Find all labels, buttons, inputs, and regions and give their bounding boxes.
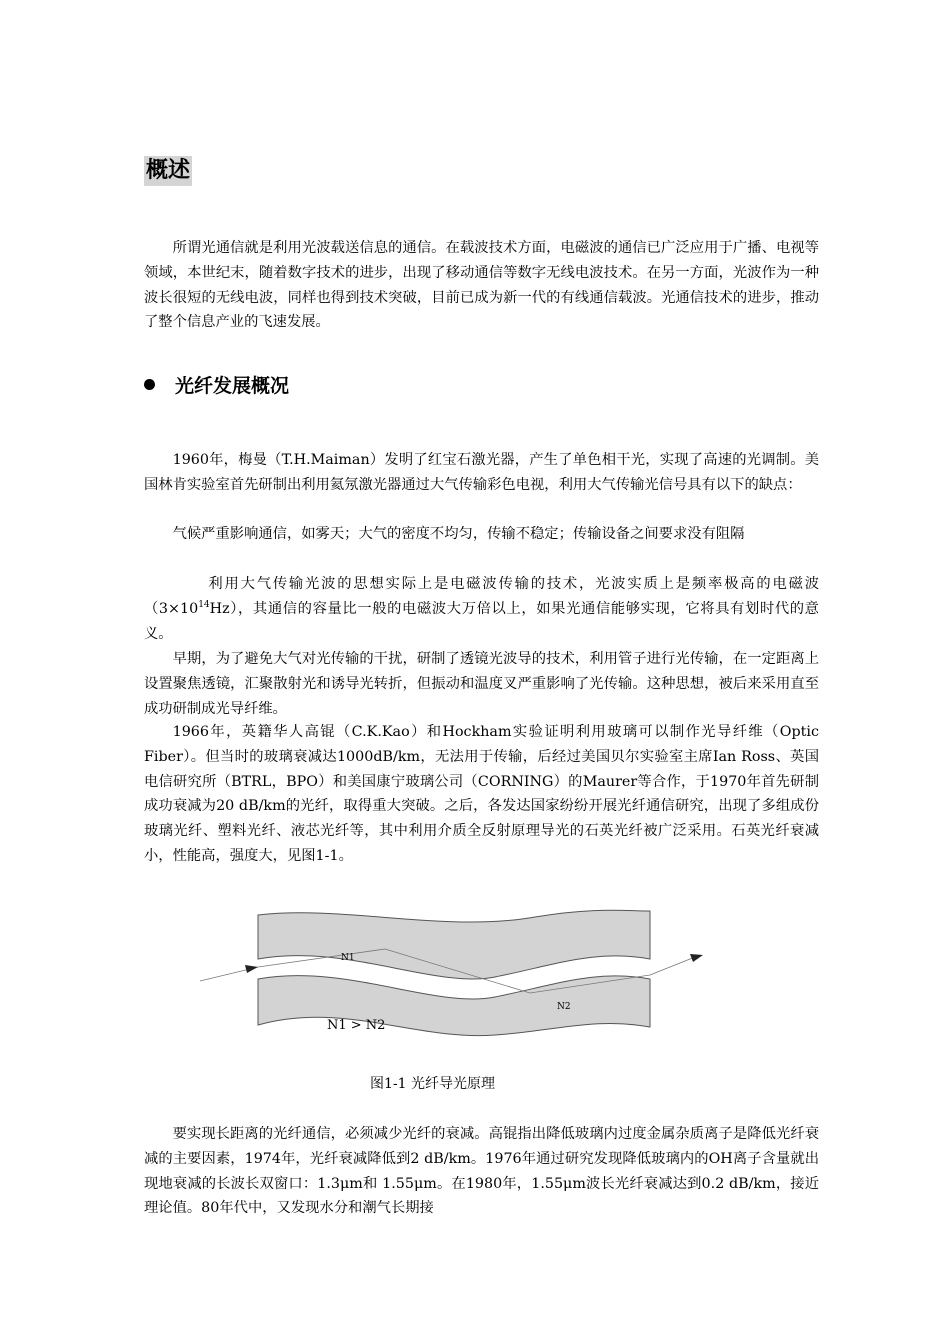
paragraph-1960: 1960年，梅曼（T.H.Maiman）发明了红宝石激光器，产生了单色相干光，实现了高速的光调制。美国林肯实验室首先研制出利用氦氖激光器通过大气传输彩色电视，利用大气传输光信号具有以下的缺点：: [144, 452, 819, 493]
fiber-principle-figure: [195, 905, 715, 1045]
paragraph-attenuation: 要实现长距离的光纤通信，必须减少光纤的衰减。高锟指出降低玻璃内过度金属杂质离子是降低光纤衰减的主要因素，1974年，光纤衰减降低到2 dB/km。1976年通过研究发现降低玻璃内的OH离子含量就出现地衰减的长波长双窗口：1.3μm和 1.55μm。在1980年，1.55μm波长光纤衰减达到0.2 dB/km，接近理论值。80年代中，又发现水分和潮气长期接: [144, 1126, 819, 1217]
label-n1: N1: [341, 953, 355, 963]
fiber-cladding-bottom: [258, 976, 650, 1036]
section-heading: [144, 372, 289, 400]
paragraph-1966: 1966年，英籍华人高锟（C.K.Kao）和Hockham实验证明利用玻璃可以制作光导纤维（Optic Fiber）。但当时的玻璃衰减达1000dB/km，无法用于传输，后经过美国贝尔实验室主席Ian Ross、英国电信研究所（BTRL，BPO）和美国康宁玻璃公司（CORNING）的Maurer等合作，于1970年首先研制成功衰减为20 dB/km的光纤，取得重大突破。之后，各发达国家纷纷开展光纤通信研究，出现了多组成份玻璃光纤、塑料光纤、液芯光纤等，其中利用介质全反射原理导光的石英光纤被广泛采用。石英光纤衰减小，性能高，强度大，见图1-1。: [144, 724, 819, 864]
em-wave-text-b: Hz），其通信的容量比一般的电磁波大万倍以上，如果光通信能够实现，它将具有划时代的意义。: [144, 600, 819, 642]
paragraph-weather: 气候严重影响通信，如雾天；大气的密度不均匀，传输不稳定；传输设备之间要求没有阻隔: [172, 526, 745, 542]
paragraph-early: 早期，为了避免大气对光传输的干扰，研制了透镜光波导的技术，利用管子进行光传输，在一定距离上设置聚焦透镜，汇聚散射光和诱导光转折，但振动和温度叉严重影响了光传输。这种思想，被后来采用直至成功研制成光导纤维。: [144, 651, 819, 717]
exponent: 14: [198, 600, 210, 611]
arrowhead-in: [245, 965, 258, 973]
page-title: 概述: [144, 156, 192, 186]
fiber-cladding-top: [258, 910, 650, 979]
index-relation: N1 > N2: [327, 1018, 386, 1033]
light-ray-exit: [650, 957, 695, 975]
arrowhead-out: [690, 954, 703, 962]
intro-paragraph: 所谓光通信就是利用光波载送信息的通信。在载波技术方面，电磁波的通信已广泛应用于广播、电视等领域，本世纪末，随着数字技术的进步，出现了移动通信等数字无线电波技术。在另一方面，光波作为一种波长很短的无线电波，同样也得到技术突破，目前已成为新一代的有线通信载波。光通信技术的进步，推动了整个信息产业的飞速发展。: [144, 240, 819, 331]
em-wave-text-a: 利用大气传输光波的思想实际上是电磁波传输的技术，光波实质上是频率极高的电磁波（3×10: [144, 576, 819, 617]
paragraph-em-wave: [144, 572, 819, 646]
label-n2: N2: [557, 1002, 571, 1012]
section-heading-text: 光纤发展概况: [175, 375, 290, 397]
figure-caption: 图1-1 光纤导光原理: [370, 1076, 495, 1092]
bullet-icon: [144, 379, 155, 390]
